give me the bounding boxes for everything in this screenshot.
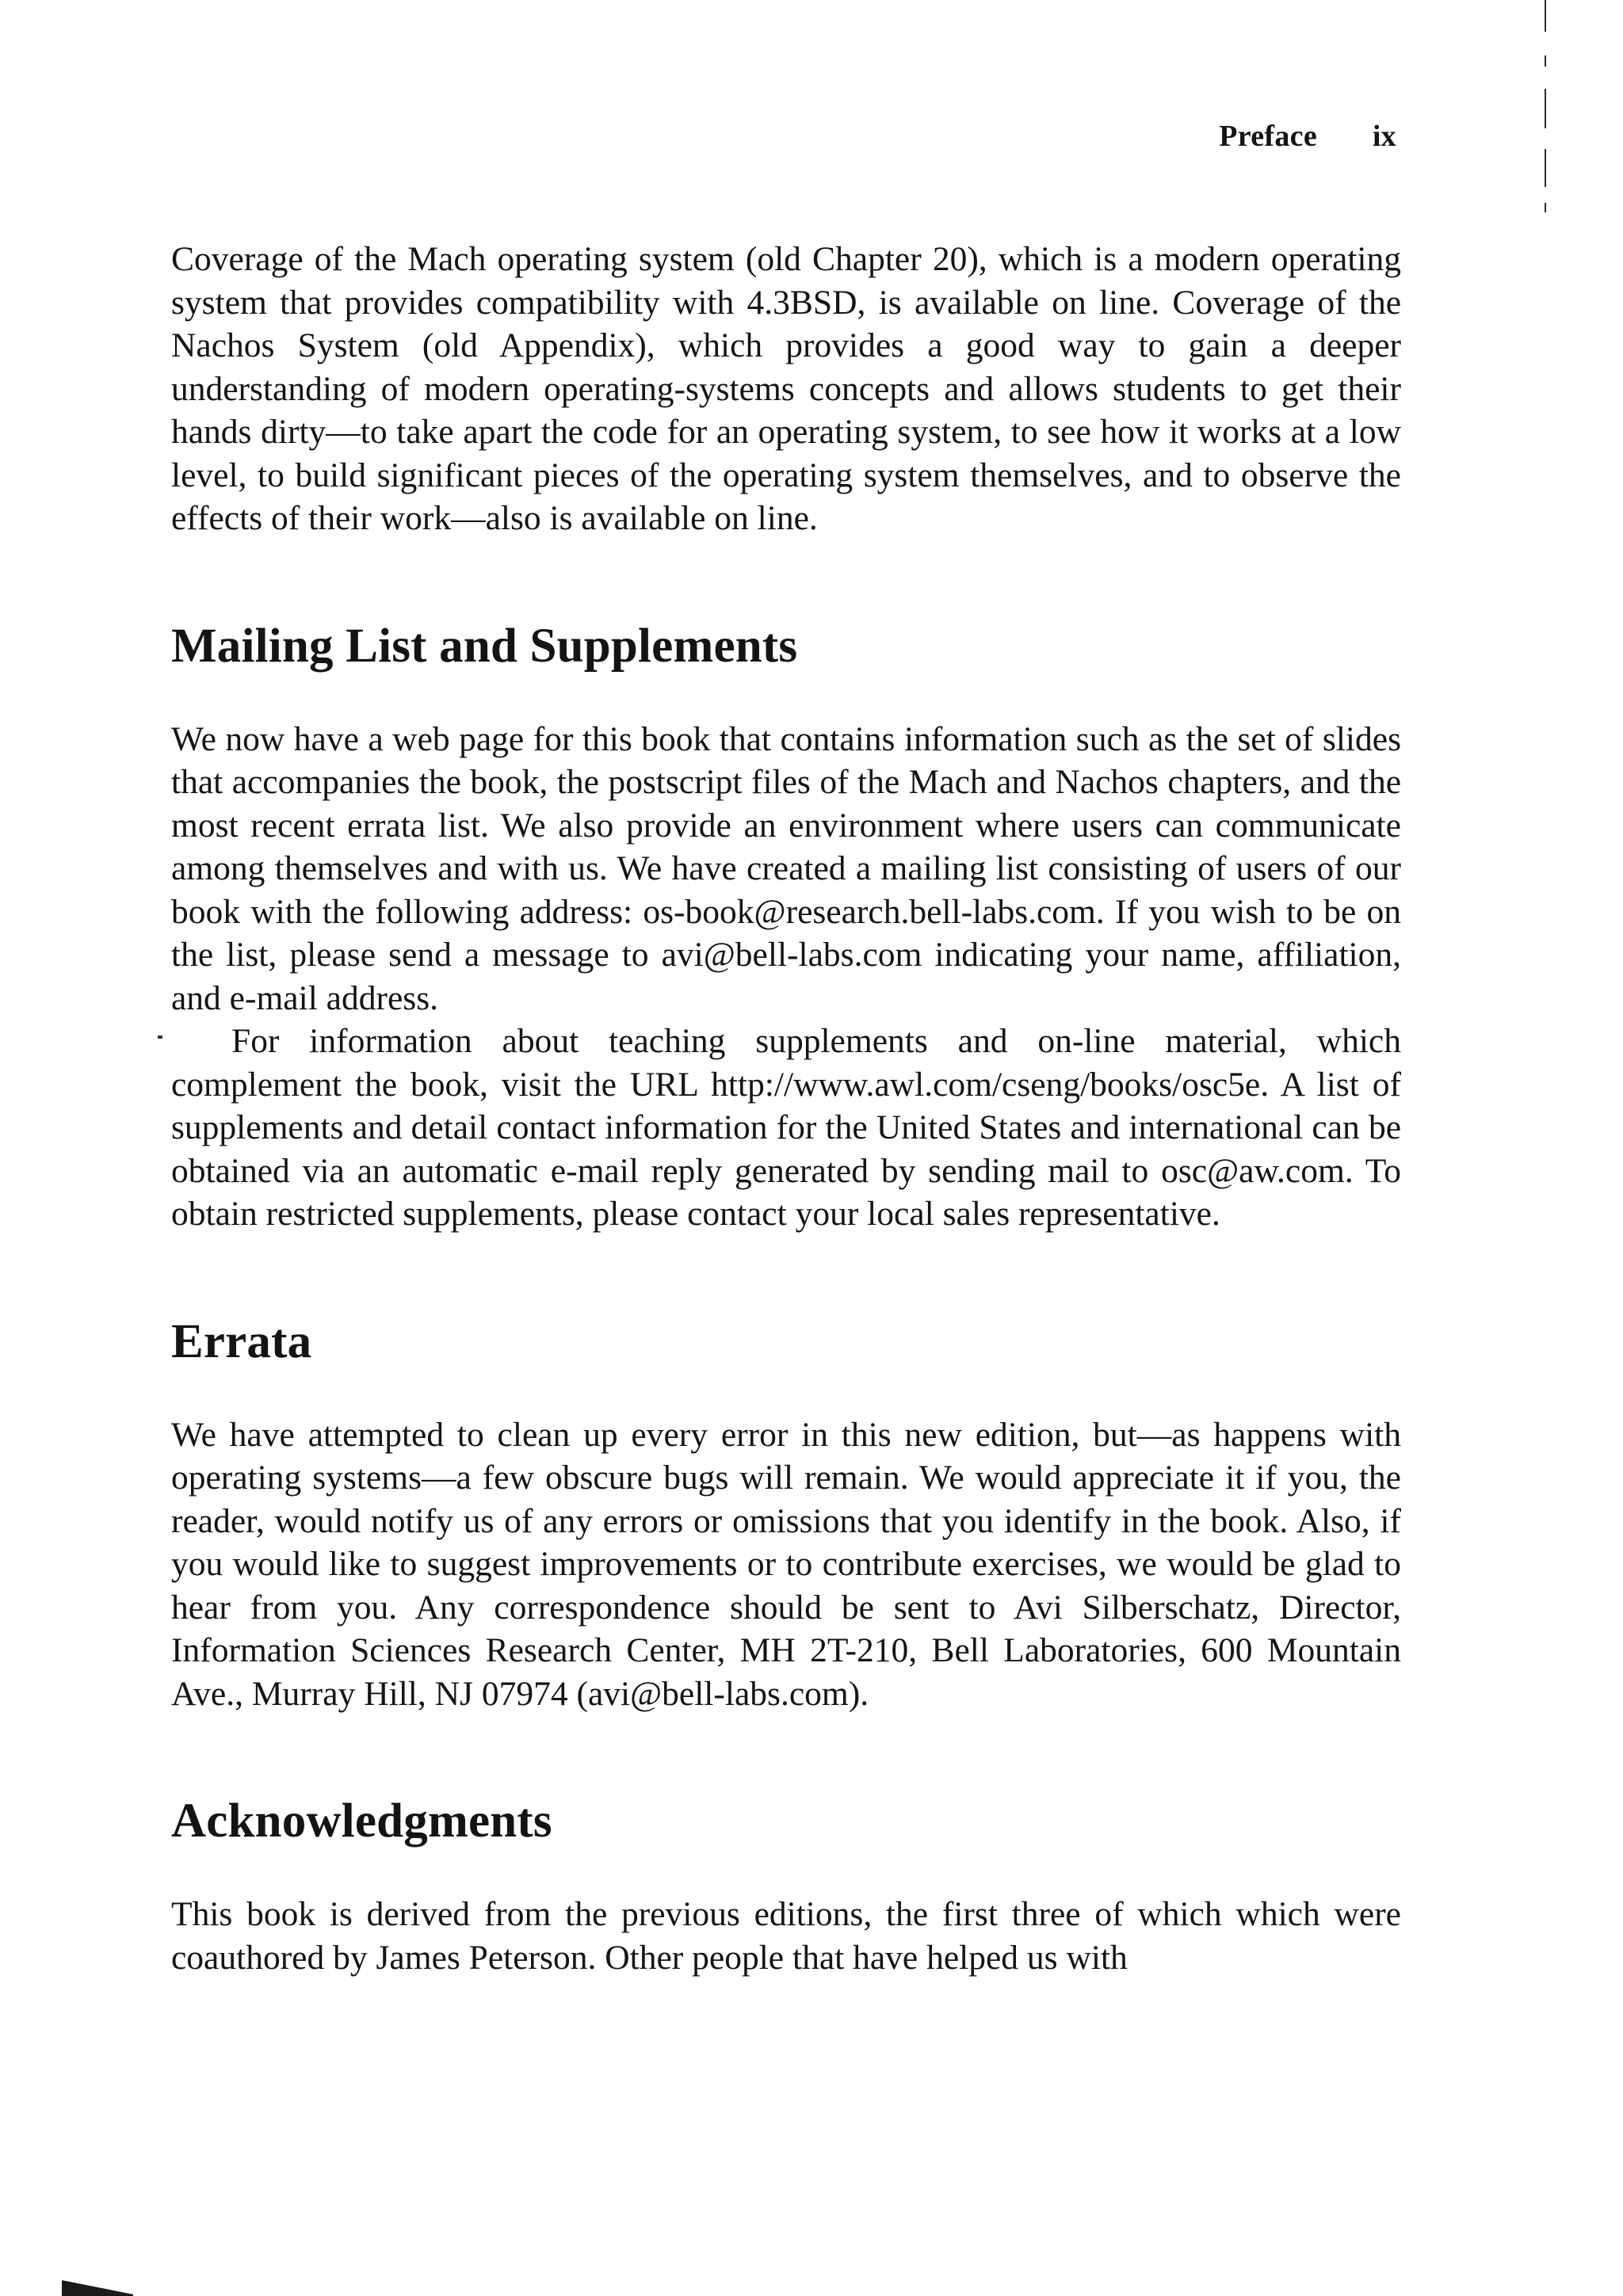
scan-edge-marks (1545, 0, 1548, 214)
mailing-paragraph-1: We now have a web page for this book that contains information such as the set of slides that accompanies the book, the postscript files of the Mach and Nachos chapters, and the most recent errata list. We also provide an environment where users can communicate among themselves and with us. We have created a mailing list consisting of users of our book with the following address: os-book@research.bell-labs.com. If you wish to be on the list, please send a message to avi@bell-labs.com indicating your name, affiliation, and e-mail address. (171, 719, 1401, 1017)
mailing-paragraph-2: For information about teaching supplements and on-line material, which complement the book, visit the URL http://www.awl.com/cseng/books/osc5e. A list of supplements and detail contact information for the United States and international can be obtained via an automatic e-mail reply generated by sending mail to osc@aw.com. To obtain restricted supplements, please contact your local sales representative. (171, 1022, 1401, 1233)
running-head-title: Preface (1219, 120, 1318, 153)
acknowledgments-paragraph: This book is derived from the previous editions, the first three of which which were coauthored by James Peterson. Other people that have helped us with (171, 1895, 1401, 1977)
intro-paragraph: Coverage of the Mach operating system (old Chapter 20), which is a modern operating system that provides compatibility with 4.3BSD, is available on line. Coverage of the Nachos System (old Appendix), which provides a good way to gain a deeper understanding of modern operating-systems concepts and allows students to get their hands dirty—to take apart the code for an operating system, to see how it works at a low level, to build significant pieces of the operating system themselves, and to observe the effects of their work—also is available on line. (171, 240, 1401, 537)
page-body (171, 238, 1401, 1979)
margin-dot (158, 1035, 162, 1039)
page-number: ix (1372, 120, 1396, 153)
errata-paragraph: We have attempted to clean up every error in this new edition, but—as happens with operating systems—a few obscure bugs will remain. We would appreciate it if you, the reader, would notify us of any errors or omissions that you identify in the book. Also, if you would like to suggest improvements or to contribute exercises, we would be glad to hear from you. Any correspondence should be sent to Avi Silberschatz, Director, Information Sciences Research Center, MH 2T-210, Bell Laboratories, 600 Mountain Ave., Murray Hill, NJ 07974 (avi@bell-labs.com). (171, 1415, 1401, 1713)
section-heading-errata: Errata (171, 1314, 312, 1368)
scan-corner-mark (62, 2272, 133, 2296)
running-head (1219, 119, 1396, 154)
section-heading-mailing: Mailing List and Supplements (171, 619, 798, 673)
section-heading-acknowledgments: Acknowledgments (171, 1794, 552, 1848)
